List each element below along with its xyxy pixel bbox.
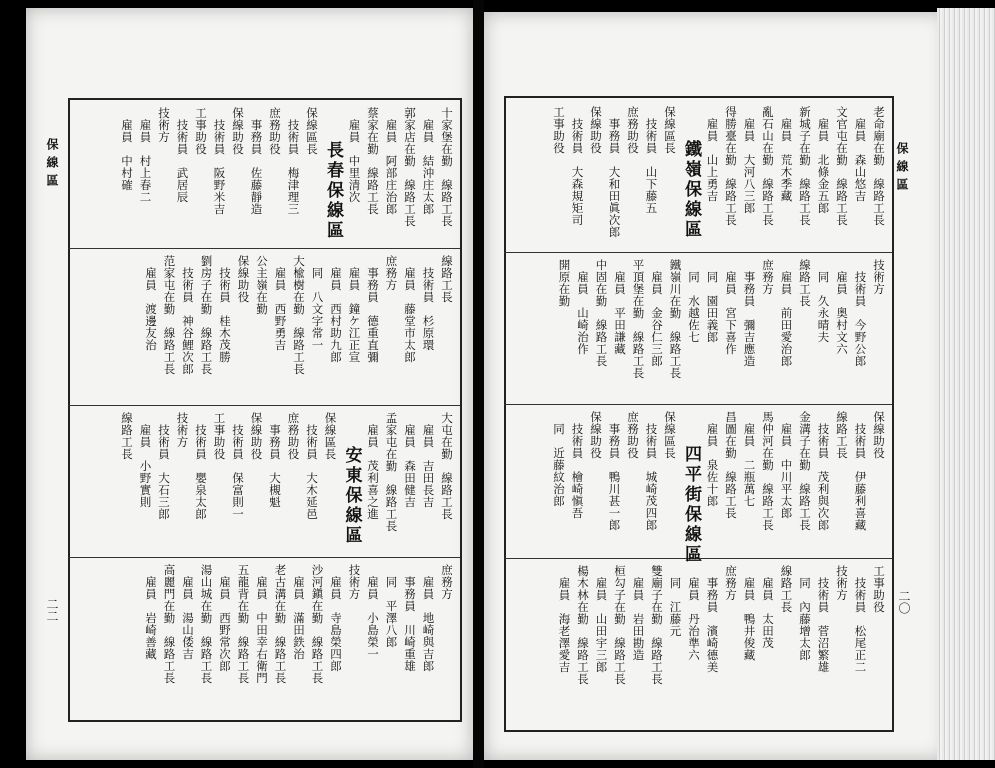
post-label: 庶務方 bbox=[384, 255, 399, 291]
staff-entry: 技術員 山下藤五 bbox=[644, 118, 659, 214]
post-label: 公主嶺在勤 bbox=[255, 255, 269, 315]
post-label: 庶務助役 bbox=[626, 106, 640, 154]
post-label: 昌圖在勤 線路工長 bbox=[724, 411, 738, 519]
page-number: 二〇 bbox=[897, 590, 911, 614]
post-label: 得勝臺在勤 線路工長 bbox=[724, 106, 738, 226]
post-label: 大楡樹在勤 線路工長 bbox=[292, 255, 306, 375]
post-label: 保線助役 bbox=[589, 411, 603, 459]
post-label: 工事助役 bbox=[552, 106, 566, 154]
staff-entry: 技術員 大森規矩司 bbox=[570, 118, 585, 226]
roster-band bbox=[512, 104, 884, 249]
staff-entry: 技術員 嬰泉太郎 bbox=[194, 424, 208, 520]
band-divider bbox=[504, 404, 892, 405]
post-label: 高麗門在勤 線路工長 bbox=[162, 564, 177, 684]
post-label: 線路工長 bbox=[440, 255, 454, 303]
page-edge bbox=[937, 8, 995, 760]
staff-entry: 同 內藤增太郎 bbox=[798, 577, 812, 661]
staff-entry: 技術員 茂利與次郎 bbox=[816, 423, 831, 531]
roster-band bbox=[512, 563, 884, 721]
post-label: 楊木林在勤 線路工長 bbox=[576, 565, 590, 685]
staff-entry: 雇員 中川平太郎 bbox=[779, 423, 794, 519]
post-label: 五龍背在勤 線路工長 bbox=[236, 564, 251, 684]
staff-entry: 雇員 大河八三郎 bbox=[742, 118, 757, 214]
staff-entry: 雇員 山崎治作 bbox=[576, 271, 590, 355]
post-label: 庶務助役 bbox=[286, 412, 301, 460]
post-label: 金溝子在勤 線路工長 bbox=[798, 411, 812, 531]
staff-entry: 雇員 泉佐十郎 bbox=[705, 423, 720, 507]
post-label: 雙廟子在勤 線路工長 bbox=[650, 565, 664, 685]
band-divider bbox=[68, 557, 460, 558]
left-page bbox=[26, 8, 473, 760]
post-label: 保線助役 bbox=[589, 106, 603, 154]
staff-entry: 技術員 今野公郎 bbox=[853, 271, 868, 367]
post-label: 大屯在勤 線路工長 bbox=[440, 412, 454, 520]
staff-entry: 雇員 滿田鉄治 bbox=[292, 576, 306, 660]
post-label: 老命廟在勤 線路工長 bbox=[872, 106, 886, 226]
section-title: 四平街保線區 bbox=[681, 445, 701, 565]
staff-entry: 雇員 西野常次郎 bbox=[218, 576, 232, 672]
staff-entry: 事務員 佐藤靜造 bbox=[249, 119, 264, 215]
post-label: 庶務方 bbox=[440, 564, 454, 600]
staff-entry: 技術員 保富則一 bbox=[231, 424, 245, 520]
post-label: 十家堡在勤 線路工長 bbox=[440, 107, 454, 227]
post-label: 新城子在勤 線路工長 bbox=[798, 106, 812, 226]
staff-entry: 事務員 川崎重雄 bbox=[403, 576, 417, 672]
section-title: 安東保線區 bbox=[341, 446, 362, 546]
staff-entry: 雇員 丹治準六 bbox=[687, 577, 701, 661]
post-label: 馬仲河在勤 線路工長 bbox=[761, 411, 775, 531]
post-label: 老古溝在勤 線路工長 bbox=[273, 564, 288, 684]
post-label: 劉房子在勤 線路工長 bbox=[199, 255, 214, 375]
staff-entry: 雇員 村上春二 bbox=[138, 119, 153, 203]
staff-entry: 雇員 渡邊友治 bbox=[144, 267, 158, 351]
page-header: 保線區 bbox=[895, 142, 909, 196]
staff-entry: 雇員 結沖庄太郎 bbox=[421, 119, 436, 215]
staff-entry: 技術員 城崎茂四郎 bbox=[644, 423, 659, 531]
staff-entry: 技術員 伊藤利喜藏 bbox=[853, 423, 868, 531]
staff-entry: 雇員 森田健吉 bbox=[403, 424, 417, 508]
staff-entry: 事務員 鴨川甚一郎 bbox=[607, 423, 622, 531]
post-label: 線路工長 bbox=[835, 411, 849, 459]
post-label: 保線助役 bbox=[231, 107, 245, 155]
staff-entry: 事務員 濱崎德美 bbox=[705, 577, 720, 673]
staff-entry: 同 近藤紋治郎 bbox=[552, 423, 566, 507]
post-label: 鐵嶺川在勤 線路工長 bbox=[668, 259, 683, 379]
staff-entry: 雇員 奥村文六 bbox=[835, 271, 849, 355]
staff-entry: 技術員 菅沼繁雄 bbox=[816, 577, 831, 673]
staff-entry: 雇員 西野勇吉 bbox=[273, 267, 288, 351]
staff-entry: 技術員 梅津理三 bbox=[286, 119, 301, 215]
staff-entry: 雇員 中村確 bbox=[120, 119, 134, 191]
staff-entry: 雇員 岩田勘造 bbox=[631, 577, 646, 661]
section-title: 長春保線區 bbox=[323, 141, 343, 241]
staff-entry: 事務員 彌吉應造 bbox=[742, 271, 757, 367]
roster-band bbox=[76, 562, 452, 712]
staff-entry: 雇員 北條金五郎 bbox=[816, 118, 831, 214]
staff-entry: 雇員 平田謙藏 bbox=[613, 271, 627, 355]
post-label: 孟家屯在勤 線路工長 bbox=[384, 412, 399, 532]
staff-entry: 雇員 中田幸右衛門 bbox=[255, 576, 269, 684]
staff-entry: 雇員 小野實則 bbox=[138, 424, 153, 508]
staff-entry: 技術員 杉原環 bbox=[421, 267, 436, 351]
staff-entry: 事務員 大和田眞次郎 bbox=[607, 118, 622, 238]
post-label: 工事助役 bbox=[212, 412, 227, 460]
staff-entry: 技術員 武居辰 bbox=[175, 119, 190, 203]
staff-entry: 雇員 阿部庄治郎 bbox=[384, 119, 399, 215]
band-divider bbox=[504, 252, 892, 253]
post-label: 中固在勤 線路工長 bbox=[594, 259, 609, 367]
post-label: 平頂堡在勤 線路工長 bbox=[631, 259, 646, 379]
post-label: 線路工長 bbox=[798, 259, 812, 307]
right-page bbox=[484, 12, 946, 760]
staff-entry: 同 久永晴夫 bbox=[816, 271, 831, 343]
staff-entry: 同 水越佐七 bbox=[687, 271, 701, 343]
post-label: 保線區長 bbox=[663, 411, 677, 459]
post-label: 技術方 bbox=[872, 259, 886, 295]
roster-band bbox=[512, 409, 886, 565]
post-label: 庶務助役 bbox=[268, 107, 282, 155]
post-label: 技術方 bbox=[157, 107, 171, 143]
staff-entry: 雇員 鐘ケ江正宣 bbox=[347, 267, 362, 363]
post-label: 開原在勤 bbox=[557, 259, 572, 307]
staff-entry: 技術員 大石三郎 bbox=[157, 424, 171, 520]
post-label: 工事助役 bbox=[194, 107, 208, 155]
staff-entry: 雇員 二瓶萬七 bbox=[742, 423, 757, 507]
staff-entry: 雇員 地崎與吉郎 bbox=[421, 576, 436, 672]
post-label: 庶務方 bbox=[761, 259, 775, 295]
post-label: 技術方 bbox=[175, 412, 190, 448]
staff-entry: 同 八文字常一 bbox=[310, 267, 325, 351]
roster-band bbox=[76, 253, 452, 403]
staff-entry: 雇員 吉田長吉 bbox=[421, 424, 436, 508]
staff-entry: 雇員 山田宇三郎 bbox=[594, 577, 609, 673]
staff-entry: 同 江藤元 bbox=[668, 577, 683, 637]
staff-entry: 雇員 小島榮一 bbox=[366, 576, 380, 660]
post-label: 文官屯在勤 線路工長 bbox=[835, 106, 849, 226]
post-label: 庶務方 bbox=[724, 565, 738, 601]
post-label: 保線助役 bbox=[872, 411, 886, 459]
band-divider bbox=[68, 248, 460, 249]
staff-entry: 雇員 金谷仁三郎 bbox=[650, 271, 664, 367]
staff-entry: 技術員 神谷鯉次郎 bbox=[181, 267, 195, 375]
page-header: 保線區 bbox=[45, 138, 59, 192]
post-label: 工事助役 bbox=[872, 565, 886, 613]
post-label: 保線區長 bbox=[305, 107, 319, 155]
post-label: 蔡家在勤 線路工長 bbox=[366, 107, 380, 215]
staff-entry: 技術員 阪野米吉 bbox=[212, 119, 227, 215]
staff-entry: 技術員 松尾正二 bbox=[853, 577, 868, 673]
staff-entry: 雇員 寺島榮四郎 bbox=[329, 576, 343, 672]
post-label: 桓勾子在勤 線路工長 bbox=[613, 565, 627, 685]
page-number: 二二 bbox=[45, 598, 59, 622]
post-label: 保線助役 bbox=[249, 412, 264, 460]
post-label: 郭家店在勤 線路工長 bbox=[403, 107, 417, 227]
band-divider bbox=[68, 405, 460, 406]
post-label: 沙河鎭在勤 線路工長 bbox=[310, 564, 325, 684]
staff-entry: 雇員 宮下喜作 bbox=[724, 271, 738, 355]
post-label: 湯山城在勤 線路工長 bbox=[199, 564, 214, 684]
roster-band bbox=[76, 410, 452, 555]
staff-entry: 雇員 中里清次 bbox=[347, 119, 362, 203]
roster-band bbox=[76, 105, 452, 245]
book-spine bbox=[473, 0, 484, 768]
post-label: 線路工長 bbox=[779, 565, 794, 613]
staff-entry: 雇員 岩崎善藏 bbox=[144, 576, 158, 660]
post-label: 范家屯在勤 線路工長 bbox=[162, 255, 177, 375]
staff-entry: 雇員 荒木季藏 bbox=[779, 118, 794, 202]
post-label: 保線區長 bbox=[323, 412, 338, 460]
post-label: 技術方 bbox=[347, 564, 362, 600]
section-title: 鐵嶺保線區 bbox=[681, 140, 701, 240]
staff-entry: 雇員 山上勇吉 bbox=[705, 118, 720, 202]
staff-entry: 同 平澤八郎 bbox=[384, 576, 399, 648]
staff-entry: 技術員 大木延邑 bbox=[305, 424, 319, 520]
staff-entry: 同 園田義郎 bbox=[705, 271, 720, 343]
post-label: 庶務助役 bbox=[626, 411, 640, 459]
staff-entry: 雇員 茂利喜之進 bbox=[366, 424, 380, 520]
staff-entry: 技術員 檜崎愼吾 bbox=[570, 423, 585, 519]
staff-entry: 雇員 前田愛治郎 bbox=[779, 271, 794, 367]
staff-entry: 事務員 大槻魁 bbox=[268, 424, 282, 508]
staff-entry: 雇員 鴨井俊藏 bbox=[742, 577, 757, 661]
post-label: 亂石山在勤 線路工長 bbox=[761, 106, 775, 226]
post-label: 保線區長 bbox=[663, 106, 677, 154]
staff-entry: 雇員 藤堂市太郎 bbox=[403, 267, 417, 363]
post-label: 技術方 bbox=[835, 565, 849, 601]
staff-entry: 雇員 西村助九郎 bbox=[329, 267, 343, 363]
post-label: 保線助役 bbox=[236, 255, 251, 303]
staff-entry: 雇員 湯山倭吉 bbox=[181, 576, 195, 660]
staff-entry: 雇員 森山悠吉 bbox=[853, 118, 868, 202]
staff-entry: 雇員 海老澤愛吉 bbox=[557, 577, 572, 673]
roster-band bbox=[512, 257, 884, 402]
staff-entry: 雇員 太田茂 bbox=[761, 577, 775, 649]
post-label: 線路工長 bbox=[120, 412, 134, 460]
staff-entry: 事務員 德重直彌 bbox=[366, 267, 380, 363]
staff-entry: 技術員 桂木茂勝 bbox=[218, 267, 232, 363]
